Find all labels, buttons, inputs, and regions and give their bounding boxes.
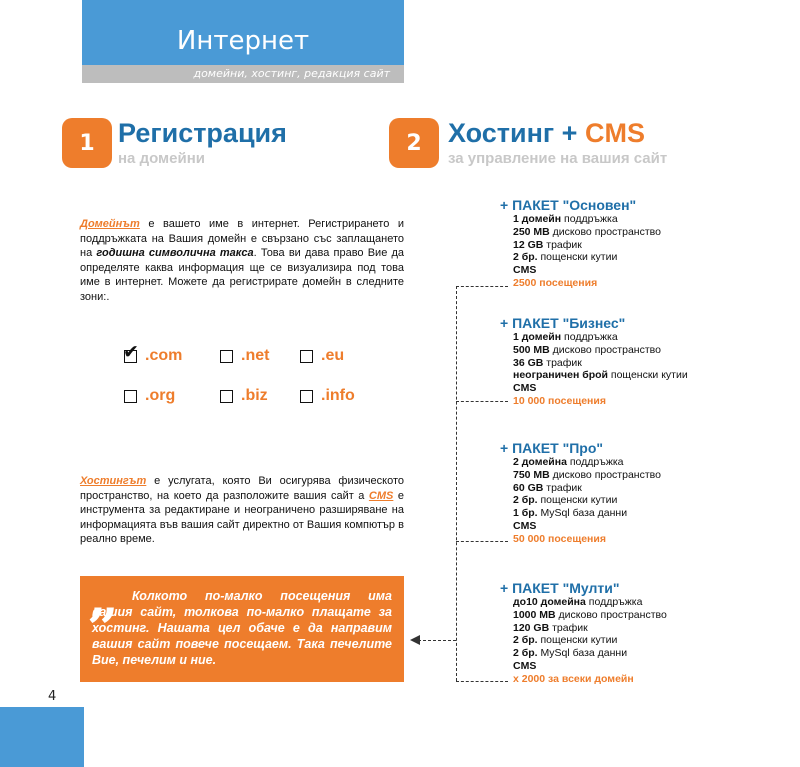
quote-mark-icon: „ <box>88 565 120 629</box>
domain-text-2: . Това ви дава право Вие да определяте каква информация ще се визуализира под това име в интернет. Можете да регистрирате домейн в следните зони:. <box>80 247 405 303</box>
domain-label-info: .info <box>321 387 355 404</box>
feature-line: CMS <box>513 382 537 395</box>
domain-label-com: .com <box>145 347 183 364</box>
checkbox-eu[interactable] <box>300 350 313 363</box>
feature-line: 750 MB дисково пространство <box>513 468 661 481</box>
connector-arrow-line <box>418 640 456 641</box>
section-2-subtitle: за управление на вашия сайт <box>448 150 668 167</box>
section-2-title <box>448 118 645 149</box>
package-multi-title: + ПАКЕТ "Мулти" <box>500 580 620 596</box>
package-basic-title: + ПАКЕТ "Основен" <box>500 197 637 213</box>
domain-option-biz[interactable] <box>220 387 268 405</box>
hosting-text-1: е услугата, която Ви осигурява физическото пространство, на което да разположите вашия сайт а <box>80 475 404 502</box>
hosting-text-2: е инструмента за редактиране и неограничено разширяване на информацията във вашия сайт директно от Вашия компютър в реално време. <box>80 489 404 545</box>
checkbox-org[interactable] <box>124 390 137 403</box>
package-basic <box>500 197 661 290</box>
domain-option-net[interactable] <box>220 347 269 365</box>
domain-keyword: Домейнът <box>80 218 140 230</box>
domain-label-net: .net <box>241 347 270 364</box>
cms-keyword: CMS <box>368 489 394 502</box>
feature-line: неограничен брой пощенски кутии <box>513 369 688 382</box>
page-number: 4 <box>48 689 57 704</box>
package-multi-features <box>513 596 667 686</box>
feature-line: 1 бр. MySql база данни <box>513 507 628 520</box>
package-pro-features <box>513 456 661 546</box>
page-title: Интернет <box>176 26 310 56</box>
domain-label-biz: .biz <box>241 387 268 404</box>
check-mark-icon: ✔ <box>123 340 139 363</box>
quote-body: Колкото по-малко посещения има вашия сайт, толкова по-малко плащате за хостинг. Нашата цел обаче е да направим вашия сайт повече посещаем. Така печелите Вие, печелим и ние. <box>92 589 392 667</box>
section-1-title: Регистрация <box>118 118 287 148</box>
package-basic-features <box>513 213 661 290</box>
feature-line: 1000 MB дисково пространство <box>513 608 667 621</box>
package-pro <box>500 440 661 546</box>
feature-line: 250 MB дисково пространство <box>513 225 661 238</box>
domain-option-info[interactable] <box>300 387 355 405</box>
package-business <box>500 315 688 408</box>
package-business-features <box>513 331 688 408</box>
section-2-title-cms: CMS <box>584 118 645 148</box>
feature-line: 2 бр. пощенски кутии <box>513 251 618 264</box>
footer-block <box>0 707 84 767</box>
feature-line: 500 MB дисково пространство <box>513 343 661 356</box>
package-pro-title: + ПАКЕТ "Про" <box>500 440 604 456</box>
hosting-keyword: Хостингът <box>80 475 147 487</box>
feature-line: 2 бр. пощенски кутии <box>513 494 618 507</box>
section-2-title-text: Хостинг + <box>448 118 585 148</box>
feature-line: 1 домейн поддръжка <box>513 213 618 225</box>
package-multi <box>500 580 667 686</box>
domain-fee: годишна символична такса <box>96 247 254 259</box>
domain-option-com[interactable] <box>123 340 183 365</box>
feature-line: до10 домейна поддръжка <box>513 596 643 608</box>
package-business-visits: 10 000 посещения <box>513 394 606 407</box>
package-business-title: + ПАКЕТ "Бизнес" <box>500 315 626 331</box>
package-pro-visits: 50 000 посещения <box>513 532 606 545</box>
feature-line: 120 GB трафик <box>513 621 588 634</box>
page-subtitle: домейни, хостинг, редакция сайт <box>193 67 390 80</box>
package-basic-visits: 2500 посещения <box>513 276 598 289</box>
feature-line: 12 GB трафик <box>513 238 582 251</box>
quote-text <box>92 588 392 668</box>
domain-text-1: е вашето име в интернет. Регистрирането и поддръжката на Вашия домейн е свързано със заплащането на <box>80 218 404 259</box>
domain-label-org: .org <box>145 387 176 404</box>
feature-line: 2 бр. MySql база данни <box>513 647 628 660</box>
domain-option-eu[interactable] <box>300 347 344 365</box>
feature-line: 2 домейна поддръжка <box>513 456 624 468</box>
section-1-subtitle: на домейни <box>118 150 205 167</box>
feature-line: 2 бр. пощенски кутии <box>513 634 618 647</box>
feature-line: CMS <box>513 519 537 532</box>
feature-line: CMS <box>513 659 537 672</box>
hosting-description <box>80 474 404 547</box>
feature-line: CMS <box>513 264 537 277</box>
domain-label-eu: .eu <box>321 347 345 364</box>
feature-line: 1 домейн поддръжка <box>513 331 618 343</box>
section-2-number: 2 <box>389 118 439 168</box>
package-multi-visits: x 2000 за всеки домейн <box>513 672 634 685</box>
feature-line: 36 GB трафик <box>513 356 582 369</box>
connector-vertical <box>456 286 457 681</box>
checkbox-info[interactable] <box>300 390 313 403</box>
checkbox-biz[interactable] <box>220 390 233 403</box>
checkbox-net[interactable] <box>220 350 233 363</box>
domain-description <box>80 217 404 304</box>
checkbox-com[interactable] <box>123 340 139 363</box>
section-1-number: 1 <box>62 118 112 168</box>
domain-option-org[interactable] <box>124 387 175 405</box>
arrow-left-icon <box>410 635 420 645</box>
feature-line: 60 GB трафик <box>513 481 582 494</box>
